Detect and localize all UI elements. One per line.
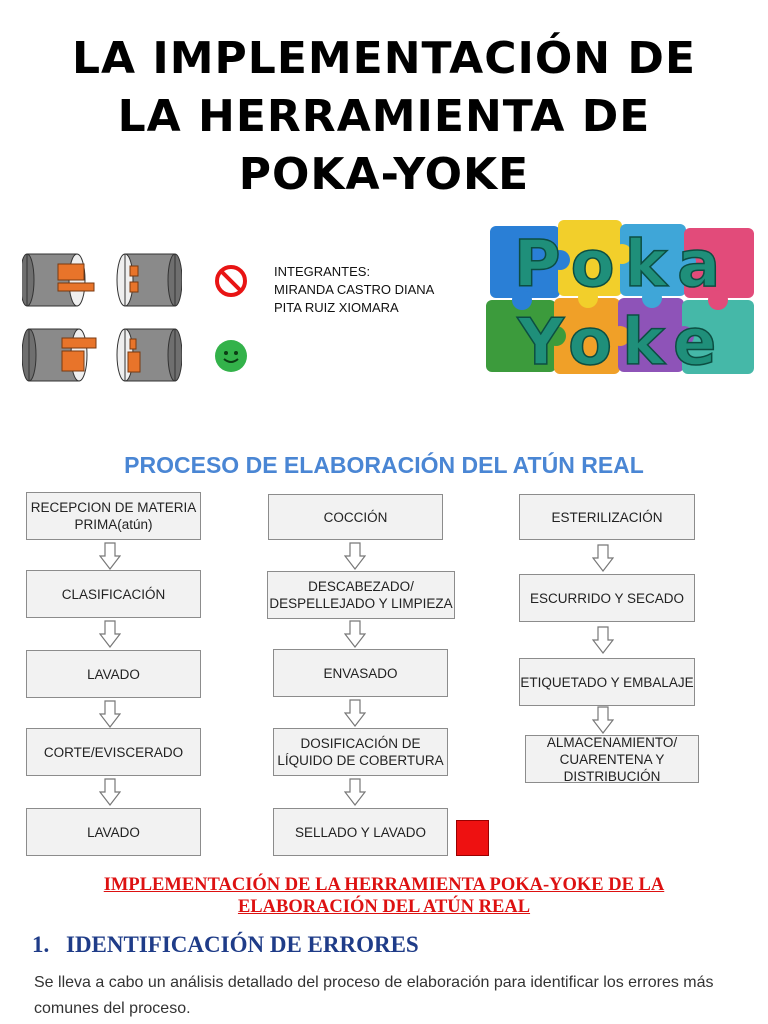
down-arrow-icon: [99, 620, 121, 648]
wrong-fit-icon: [22, 250, 182, 310]
implementation-line-2: ELABORACIÓN DEL ATÚN REAL: [237, 897, 531, 917]
process-step: DESCABEZADO/ DESPELLEJADO Y LIMPIEZA: [267, 571, 455, 619]
process-step: ESTERILIZACIÓN: [519, 494, 695, 540]
puzzle-logo-icon: [472, 214, 768, 390]
team-member-2: PITA RUIZ XIOMARA: [274, 300, 399, 315]
down-arrow-icon: [344, 699, 366, 727]
title-line-3: POKA-YOKE: [238, 149, 530, 200]
red-square-marker: [456, 820, 489, 856]
down-arrow-icon: [344, 542, 366, 570]
section-heading: [32, 932, 419, 958]
correct-fit-icon: [22, 325, 182, 387]
process-title: PROCESO DE ELABORACIÓN DEL ATÚN REAL: [124, 452, 644, 478]
process-step: ESCURRIDO Y SECADO: [519, 574, 695, 622]
logo-word-2: Yoke: [517, 306, 727, 380]
down-arrow-icon: [592, 706, 614, 734]
process-step: RECEPCION DE MATERIA PRIMA(atún): [26, 492, 201, 540]
down-arrow-icon: [344, 778, 366, 806]
team-heading: INTEGRANTES:: [274, 264, 371, 279]
process-step: ALMACENAMIENTO/ CUARENTENA Y DISTRIBUCIÓN: [525, 735, 699, 783]
process-step: SELLADO Y LAVADO: [273, 808, 448, 856]
title-line-1: LA IMPLEMENTACIÓN DE: [71, 33, 696, 84]
process-step: LAVADO: [26, 808, 201, 856]
title-line-2: LA HERRAMIENTA DE: [117, 91, 651, 142]
team-block: [274, 263, 434, 317]
smiley-icon: [213, 338, 249, 374]
implementation-line-1: IMPLEMENTACIÓN DE LA HERRAMIENTA POKA-YOKE DE LA: [103, 875, 665, 895]
down-arrow-icon: [344, 620, 366, 648]
process-step: CLASIFICACIÓN: [26, 570, 201, 618]
down-arrow-icon: [99, 542, 121, 570]
section-number: 1.: [32, 932, 50, 957]
down-arrow-icon: [592, 544, 614, 572]
implementation-title: [0, 874, 768, 918]
prohibited-icon: [213, 263, 249, 299]
down-arrow-icon: [99, 778, 121, 806]
down-arrow-icon: [592, 626, 614, 654]
section-heading-text: IDENTIFICACIÓN DE ERRORES: [66, 932, 419, 957]
section-paragraph: Se lleva a cabo un análisis detallado del proceso de elaboración para identificar los errores más comunes del proceso.: [34, 974, 714, 1017]
process-step: COCCIÓN: [268, 494, 443, 540]
process-step: LAVADO: [26, 650, 201, 698]
down-arrow-icon: [99, 700, 121, 728]
process-step: DOSIFICACIÓN DE LÍQUIDO DE COBERTURA: [273, 728, 448, 776]
process-step: ENVASADO: [273, 649, 448, 697]
logo-word-1: Poka: [513, 228, 731, 302]
team-member-1: MIRANDA CASTRO DIANA: [274, 282, 435, 297]
process-step: CORTE/EVISCERADO: [26, 728, 201, 776]
page-title: [0, 30, 768, 204]
process-step: ETIQUETADO Y EMBALAJE: [519, 658, 695, 706]
